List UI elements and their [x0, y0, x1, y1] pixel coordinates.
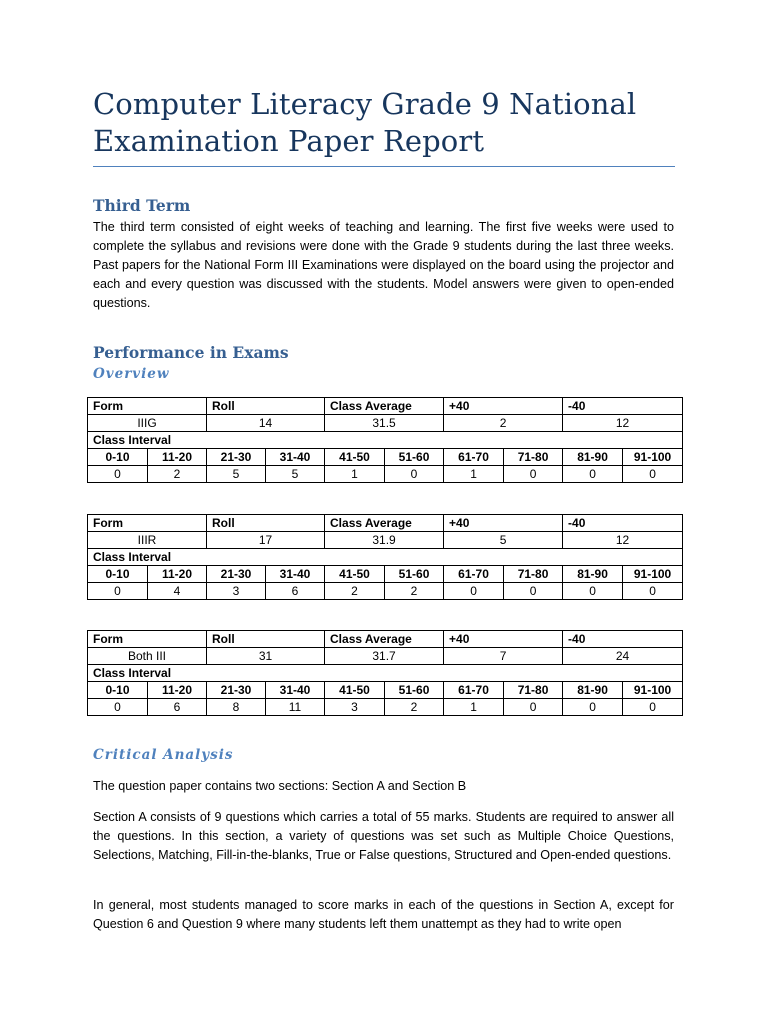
interval-label: 61-70: [444, 566, 504, 583]
interval-count: 6: [148, 699, 207, 716]
interval-count: 2: [148, 466, 207, 483]
below40-value: 12: [563, 415, 683, 432]
stats-table-iiig: [87, 397, 683, 483]
class-average-value: 31.7: [325, 648, 444, 665]
interval-label: 0-10: [88, 449, 148, 466]
interval-count: 5: [207, 466, 266, 483]
roll-value: 31: [207, 648, 325, 665]
title-divider: [93, 166, 675, 167]
critical-analysis-paragraph-2: Section A consists of 9 questions which carries a total of 55 marks. Students are required to answer all the questions. In this section, a variety of questions was set such as Multiple Choice Questions, Selections, Matching, Fill-in-the-blanks, True or False questions, Structured and Open-ended questions.: [93, 810, 674, 862]
below40-header: -40: [563, 631, 683, 648]
interval-label: 91-100: [623, 449, 683, 466]
table-header-row: [88, 631, 683, 648]
document-title: [93, 86, 682, 160]
interval-header-row: [88, 449, 683, 466]
interval-count: 2: [385, 699, 444, 716]
critical-analysis-paragraph-3: In general, most students managed to score marks in each of the questions in Section A, except for Question 6 and Question 9 where many students left them unattempt as they had to write open: [93, 898, 674, 931]
interval-count: 0: [88, 466, 148, 483]
interval-count: 0: [504, 466, 563, 483]
interval-label: 51-60: [385, 682, 444, 699]
interval-label: 31-40: [266, 449, 325, 466]
interval-label: 0-10: [88, 566, 148, 583]
table-header-row: [88, 515, 683, 532]
above40-header: +40: [444, 515, 563, 532]
interval-header-row: [88, 682, 683, 699]
interval-count: 5: [266, 466, 325, 483]
interval-count: 0: [623, 699, 683, 716]
form-value: Both III: [88, 648, 207, 665]
interval-label: 51-60: [385, 449, 444, 466]
above40-value: 7: [444, 648, 563, 665]
interval-header-row: [88, 566, 683, 583]
class-interval-label: Class Interval: [88, 665, 683, 682]
class-interval-row: [88, 432, 683, 449]
class-average-header: Class Average: [325, 398, 444, 415]
interval-count: 0: [563, 466, 623, 483]
class-interval-row: [88, 665, 683, 682]
below40-value: 24: [563, 648, 683, 665]
interval-count: 8: [207, 699, 266, 716]
interval-count: 0: [88, 699, 148, 716]
roll-header: Roll: [207, 631, 325, 648]
form-value: IIIR: [88, 532, 207, 549]
interval-label: 11-20: [148, 449, 207, 466]
interval-label: 11-20: [148, 566, 207, 583]
table-summary-row: [88, 532, 683, 549]
interval-count: 0: [504, 583, 563, 600]
class-average-value: 31.5: [325, 415, 444, 432]
above40-value: 5: [444, 532, 563, 549]
interval-count: 2: [325, 583, 385, 600]
interval-label: 41-50: [325, 566, 385, 583]
stats-table-iiir: [87, 514, 683, 600]
interval-label: 21-30: [207, 566, 266, 583]
third-term-paragraph: The third term consisted of eight weeks of teaching and learning. The first five weeks were used to complete the syllabus and revisions were done with the Grade 9 students during the last three weeks. Past papers for the National Form III Examinations were displayed on the board using the projector and each and every question was discussed with the students. Model answers were given to open-ended questions.: [93, 220, 674, 310]
critical-analysis-paragraph-1: The question paper contains two sections: Section A and Section B: [93, 779, 467, 793]
interval-label: 81-90: [563, 566, 623, 583]
interval-count: 1: [444, 699, 504, 716]
form-value: IIIG: [88, 415, 207, 432]
class-interval-label: Class Interval: [88, 432, 683, 449]
roll-header: Roll: [207, 398, 325, 415]
interval-label: 91-100: [623, 682, 683, 699]
interval-count: 2: [385, 583, 444, 600]
interval-count: 11: [266, 699, 325, 716]
title-line-1: Computer Literacy Grade 9 National: [93, 87, 637, 121]
interval-count: 4: [148, 583, 207, 600]
below40-value: 12: [563, 532, 683, 549]
above40-header: +40: [444, 631, 563, 648]
interval-label: 11-20: [148, 682, 207, 699]
interval-label: 81-90: [563, 449, 623, 466]
above40-value: 2: [444, 415, 563, 432]
interval-count: 0: [563, 583, 623, 600]
interval-label: 91-100: [623, 566, 683, 583]
interval-count: 0: [623, 583, 683, 600]
interval-count: 0: [88, 583, 148, 600]
interval-count: 0: [504, 699, 563, 716]
interval-label: 21-30: [207, 449, 266, 466]
table-header-row: [88, 398, 683, 415]
interval-count: 0: [563, 699, 623, 716]
table-summary-row: [88, 415, 683, 432]
title-line-2: Examination Paper Report: [93, 124, 485, 158]
interval-label: 51-60: [385, 566, 444, 583]
interval-count: 0: [444, 583, 504, 600]
interval-count: 0: [385, 466, 444, 483]
above40-header: +40: [444, 398, 563, 415]
interval-count: 3: [325, 699, 385, 716]
interval-label: 81-90: [563, 682, 623, 699]
form-header: Form: [88, 398, 207, 415]
class-average-header: Class Average: [325, 515, 444, 532]
interval-label: 41-50: [325, 682, 385, 699]
interval-count-row: [88, 466, 683, 483]
class-average-value: 31.9: [325, 532, 444, 549]
interval-count: 3: [207, 583, 266, 600]
interval-label: 21-30: [207, 682, 266, 699]
interval-count-row: [88, 699, 683, 716]
below40-header: -40: [563, 515, 683, 532]
stats-table-both-iii: [87, 630, 683, 716]
roll-header: Roll: [207, 515, 325, 532]
class-interval-label: Class Interval: [88, 549, 683, 566]
interval-label: 61-70: [444, 449, 504, 466]
performance-heading: Performance in Exams: [93, 343, 289, 362]
interval-count: 0: [623, 466, 683, 483]
interval-label: 61-70: [444, 682, 504, 699]
interval-count-row: [88, 583, 683, 600]
form-header: Form: [88, 631, 207, 648]
interval-count: 1: [325, 466, 385, 483]
critical-analysis-subheading: Critical Analysis: [93, 747, 234, 763]
interval-label: 31-40: [266, 566, 325, 583]
interval-count: 1: [444, 466, 504, 483]
roll-value: 17: [207, 532, 325, 549]
overview-subheading: Overview: [93, 366, 170, 382]
interval-label: 71-80: [504, 566, 563, 583]
interval-label: 31-40: [266, 682, 325, 699]
roll-value: 14: [207, 415, 325, 432]
class-interval-row: [88, 549, 683, 566]
below40-header: -40: [563, 398, 683, 415]
interval-label: 71-80: [504, 682, 563, 699]
table-summary-row: [88, 648, 683, 665]
form-header: Form: [88, 515, 207, 532]
third-term-heading: Third Term: [93, 196, 191, 215]
interval-label: 71-80: [504, 449, 563, 466]
class-average-header: Class Average: [325, 631, 444, 648]
interval-count: 6: [266, 583, 325, 600]
interval-label: 41-50: [325, 449, 385, 466]
interval-label: 0-10: [88, 682, 148, 699]
